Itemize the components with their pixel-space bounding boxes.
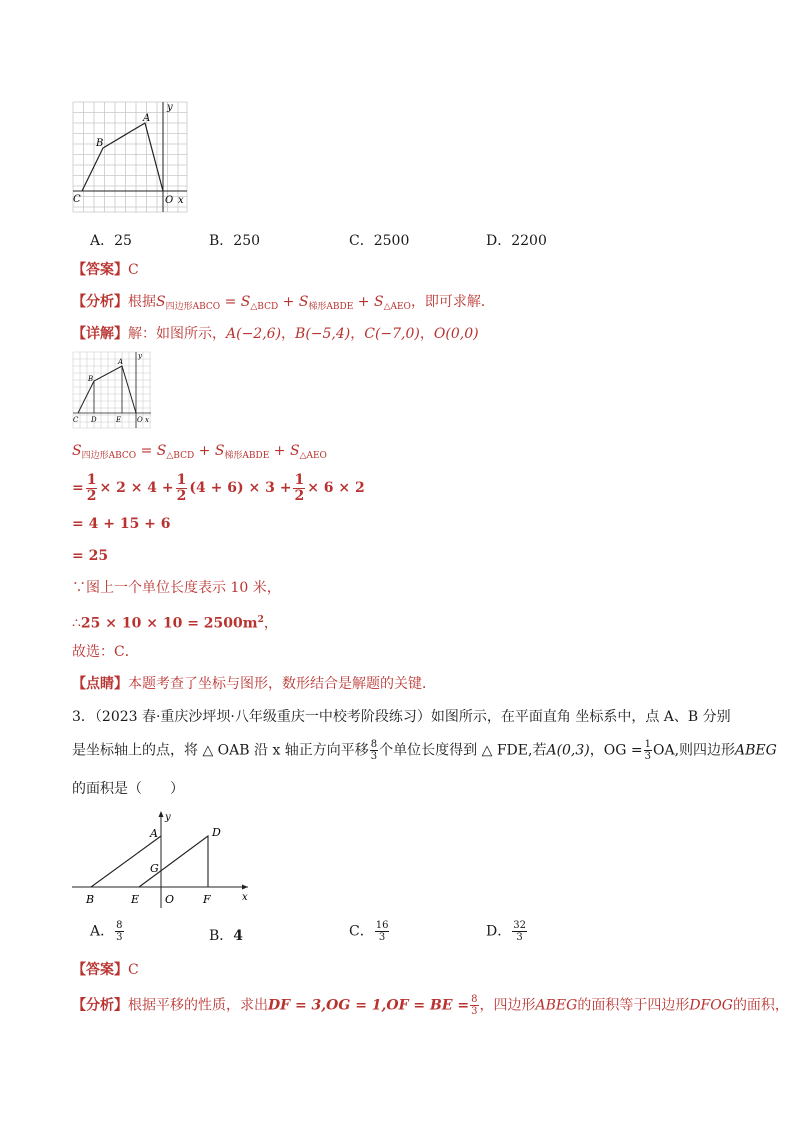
svg-text:F: F xyxy=(203,893,211,906)
q2-detail: 【详解】解：如图所示，A(−2,6)，B(−5,4)，C(−7,0)，O(0,0) xyxy=(72,326,479,342)
q2-area-formula: $S_{四边形ABCO} = S_{\triangle BCD} + S_{梯形ABDE} + S_{\triangle AEO}$ xyxy=(72,443,327,461)
svg-text:G: G xyxy=(150,862,159,875)
svg-text:O: O xyxy=(165,893,175,906)
label-y: y xyxy=(167,102,173,113)
svg-text:y: y xyxy=(165,812,171,823)
label-x: x xyxy=(178,195,184,206)
svg-text:B: B xyxy=(88,375,94,383)
q3-option-c[interactable]: C． $\frac{16}{3}$ xyxy=(349,920,389,943)
svg-text:x: x xyxy=(242,892,248,903)
q2-choose: 故选：C． xyxy=(72,644,139,660)
figure-detail-grid xyxy=(72,351,152,429)
svg-text:E: E xyxy=(116,416,122,424)
label-c: C xyxy=(73,194,81,205)
q2-step1: = $\frac{1}{2}$ × 2 × 4 + $\frac{1}{2}$ (4 + 6) × 3 + $\frac{1}{2}$ × 6 × 2 xyxy=(72,471,365,504)
label-b: B xyxy=(96,138,104,149)
svg-text:E: E xyxy=(131,893,140,906)
svg-text:A: A xyxy=(118,358,124,366)
svg-text:D: D xyxy=(212,826,221,839)
q2-answer: 【答案】C xyxy=(72,262,139,278)
q3-stem-line2: 是坐标轴上的点，将 △ OAB 沿 x 轴正方向平移 $\frac{8}{3}$ 个单位长度得到 △ FDE,若A(0,3)，OG = $\frac{1}{3}$ OA,则四边形ABEG xyxy=(72,739,777,762)
label-o: O xyxy=(165,195,174,206)
svg-text:A: A xyxy=(150,827,158,840)
q2-analysis: 【分析】根据$S_{四边形ABCO} = S_{\triangle BCD} + S_{梯形ABDE} + S_{\triangle AEO}$，即可求解． xyxy=(72,294,495,312)
q2-step2: = 4 + 15 + 6 xyxy=(72,516,171,532)
svg-text:y: y xyxy=(138,352,142,360)
q2-because: ∵图上一个单位长度表示 10 米， xyxy=(72,580,281,596)
q2-option-d[interactable]: D．2200 xyxy=(486,233,547,249)
q3-stem-line3: 的面积是（ ） xyxy=(72,781,184,797)
label-a: A xyxy=(143,113,151,124)
figure-coordinate-grid xyxy=(71,100,189,214)
q2-option-a[interactable]: A．25 xyxy=(90,233,132,249)
q2-comment: 【点睛】本题考查了坐标与图形，数形结合是解题的关键． xyxy=(72,676,436,692)
svg-text:B: B xyxy=(86,893,95,906)
q3-stem-line1: 3．（2023 春·重庆沙坪坝·八年级重庆一中校考阶段练习）如图所示，在平面直角 坐标系中，点 A、B 分别 xyxy=(72,709,731,725)
svg-text:O: O xyxy=(137,416,143,424)
svg-text:x: x xyxy=(145,416,149,424)
svg-text:D: D xyxy=(91,416,97,424)
q2-option-c[interactable]: C．2500 xyxy=(349,233,410,249)
q3-answer: 【答案】C xyxy=(72,962,139,978)
q3-option-b[interactable]: B．4 xyxy=(209,928,244,944)
q3-analysis: 【分析】根据平移的性质，求出DF = 3,OG = 1,OF = BE = $\frac{8}{3}$ ，四边形ABEG的面积等于四边形DFOG的面积， xyxy=(72,994,789,1017)
svg-text:C: C xyxy=(73,416,79,424)
q3-option-a[interactable]: A． $\frac{8}{3}$ xyxy=(90,920,123,943)
q2-option-b[interactable]: B．250 xyxy=(209,233,261,249)
q2-therefore: ∴25 × $10 \times 10 = 2500m^2$， xyxy=(72,615,278,632)
figure-translation xyxy=(72,810,262,910)
q2-step3: = 25 xyxy=(72,548,109,564)
q3-option-d[interactable]: D． $\frac{32}{3}$ xyxy=(486,920,526,943)
